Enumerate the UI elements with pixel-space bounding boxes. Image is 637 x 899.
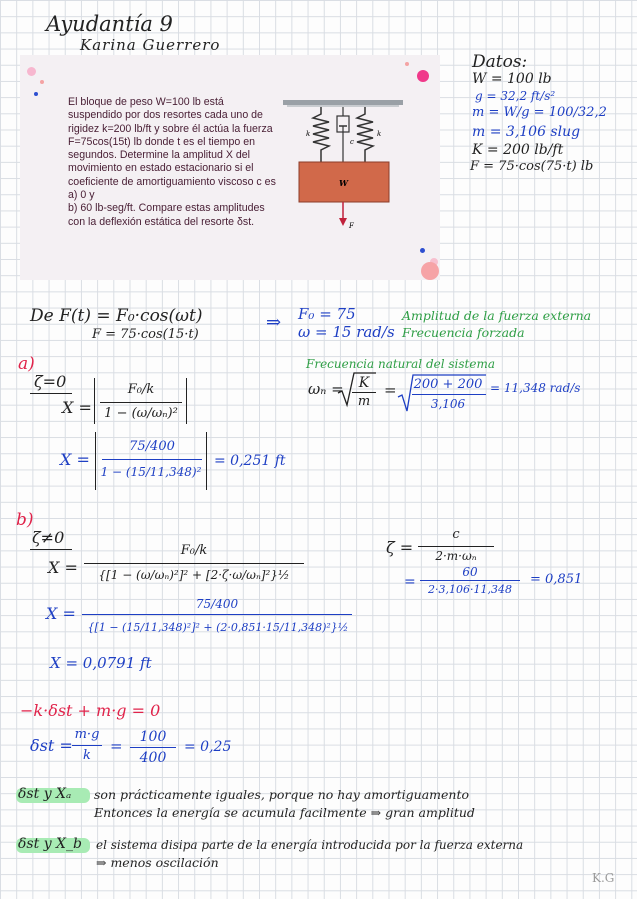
sqrt-den-values: 3,106 <box>430 397 466 411</box>
f0-value: F₀ = 75 <box>298 305 356 323</box>
static-num-values: 100 <box>139 729 167 745</box>
equals: = <box>384 381 397 399</box>
zeta-result: = 0,851 <box>530 572 583 587</box>
fraction-bar <box>352 392 376 393</box>
figure-label-c: c <box>350 138 354 146</box>
fraction-bar <box>82 614 352 615</box>
problem-text: El bloque de peso W=100 lb está suspendido por dos resortes cada uno de rigidez k=200 lb/ft y sobre él actúa la fuerza F=75cos(15t) lb donde t es el tiempo en segundos. Determine la amplitud X del movimiento en estado estacionario si el coeficiente de amortiguamiento viscoso c es <box>68 96 276 188</box>
natural-frequency-title: Frecuencia natural del sistema <box>306 357 495 371</box>
part-b-num: F₀/k <box>180 543 208 558</box>
decor-dot <box>27 67 36 76</box>
note-amplitude: Amplitud de la fuerza externa <box>402 308 592 323</box>
fraction-bar <box>72 745 102 746</box>
fraction-bar <box>100 402 182 403</box>
part-a-label: a) <box>18 354 35 374</box>
part-b-den: {[1 − (ω/ωₙ)²]² + [2·ζ·ω/ωₙ]²}½ <box>98 568 290 582</box>
datos-title: Datos: <box>472 52 528 72</box>
figure-label-k2: k <box>377 130 382 138</box>
note-frequency: Frecuencia forzada <box>402 325 525 340</box>
force-specific: F = 75·cos(15·t) <box>92 327 199 342</box>
decor-dot <box>420 248 425 253</box>
part-b-label: b) <box>16 510 34 530</box>
zeta-den-values: 2·3,106·11,348 <box>428 583 512 596</box>
part-a-num-values: 75/400 <box>129 439 175 454</box>
wn-lhs: ωₙ = <box>308 380 344 398</box>
datos-line: W = 100 lb <box>472 71 552 87</box>
page-title: Ayudantía 9 <box>46 12 173 36</box>
conclusion-2-label: δst y X_b <box>18 836 82 852</box>
part-b-num-values: 75/400 <box>195 597 239 611</box>
datos-line: F = 75·cos(75·t) lb <box>470 159 594 174</box>
fraction-bar <box>418 546 494 547</box>
part-a-X2: X = <box>60 450 90 469</box>
force-general: De F(t) = F₀·cos(ωt) <box>30 306 203 326</box>
conclusion-1-line1: son prácticamente iguales, porque no hay amortiguamento <box>94 787 470 802</box>
sqrt-den: m <box>357 394 371 409</box>
abs-bar <box>94 378 95 424</box>
author-name: Karina Guerrero <box>80 36 221 54</box>
fraction-bar <box>84 563 304 564</box>
part-a-den-values: 1 − (15/11,348)² <box>100 465 202 479</box>
part-a-result: = 0,251 ft <box>214 453 286 469</box>
abs-bar <box>186 378 187 424</box>
datos-line: m = 3,106 slug <box>472 124 581 140</box>
conclusion-2-line2: ⇒ menos oscilación <box>96 855 219 870</box>
fraction-bar <box>412 394 486 395</box>
conclusion-1-label: δst y Xₐ <box>18 786 72 802</box>
equals: = <box>110 737 123 755</box>
decor-dot <box>417 70 429 82</box>
static-num: m·g <box>74 727 100 742</box>
static-den: k <box>83 748 91 763</box>
part-a-den: 1 − (ω/ωₙ)² <box>104 406 178 421</box>
static-result: = 0,25 <box>184 739 232 755</box>
zeta-lhs: ζ = <box>386 538 414 557</box>
sqrt-num: K <box>358 375 370 391</box>
figure-label-k1: k <box>306 130 311 138</box>
spring-mass-figure <box>283 100 403 240</box>
abs-bar <box>206 432 207 490</box>
static-equation: −k·δst + m·g = 0 <box>20 701 161 720</box>
problem-statement <box>68 96 278 229</box>
figure-label-f: F <box>349 222 354 230</box>
fraction-bar <box>130 747 176 748</box>
datos-line: m = W/g = 100/32,2 <box>472 105 607 120</box>
zeta-num: c <box>452 527 460 542</box>
static-lhs: δst = <box>30 736 73 755</box>
decor-dot <box>421 262 439 280</box>
part-b-result: X = 0,0791 ft <box>50 654 152 672</box>
underline <box>30 549 72 550</box>
decor-dot <box>405 62 409 66</box>
zeta-den: 2·m·ωₙ <box>435 549 477 563</box>
part-b-den-values: {[1 − (15/11,348)²]² + (2·0,851·15/11,348)²}½ <box>87 621 349 634</box>
equals: = <box>404 574 416 590</box>
abs-bar <box>95 432 96 490</box>
part-b-X: X = <box>48 558 78 577</box>
static-den-values: 400 <box>139 750 167 766</box>
fraction-bar <box>420 580 520 581</box>
decor-dot <box>34 92 38 96</box>
part-a-condition: ζ=0 <box>34 372 67 391</box>
part-a-num: F₀/k <box>127 382 155 397</box>
conclusion-2-line1: el sistema disipa parte de la energía introducida por la fuerza externa <box>96 838 524 852</box>
conclusion-1-line2: Entonces la energía se acumula facilmente ⇒ gran amplitud <box>94 805 475 820</box>
wn-result: = 11,348 rad/s <box>490 381 581 395</box>
underline <box>30 393 72 394</box>
sqrt-num-values: 200 + 200 <box>413 377 483 392</box>
figure-label-w: W <box>339 178 348 188</box>
decor-dot <box>40 80 44 84</box>
implies-arrow: ⇒ <box>266 312 282 333</box>
fraction-bar <box>102 459 202 460</box>
datos-line: g = 32,2 ft/s² <box>475 89 556 103</box>
datos-line: K = 200 lb/ft <box>472 142 564 158</box>
part-b-condition: ζ≠0 <box>32 528 65 547</box>
omega-value: ω = 15 rad/s <box>298 323 395 341</box>
part-a-X: X = <box>62 398 92 417</box>
problem-part-b: b) 60 lb-seg/ft. Compare estas amplitudes con la deflexión estática del resorte δst. <box>68 202 265 228</box>
part-b-X2: X = <box>46 604 76 623</box>
watermark: K.G <box>592 871 615 885</box>
zeta-num-values: 60 <box>462 565 478 579</box>
problem-part-a: a) 0 y <box>68 189 95 202</box>
